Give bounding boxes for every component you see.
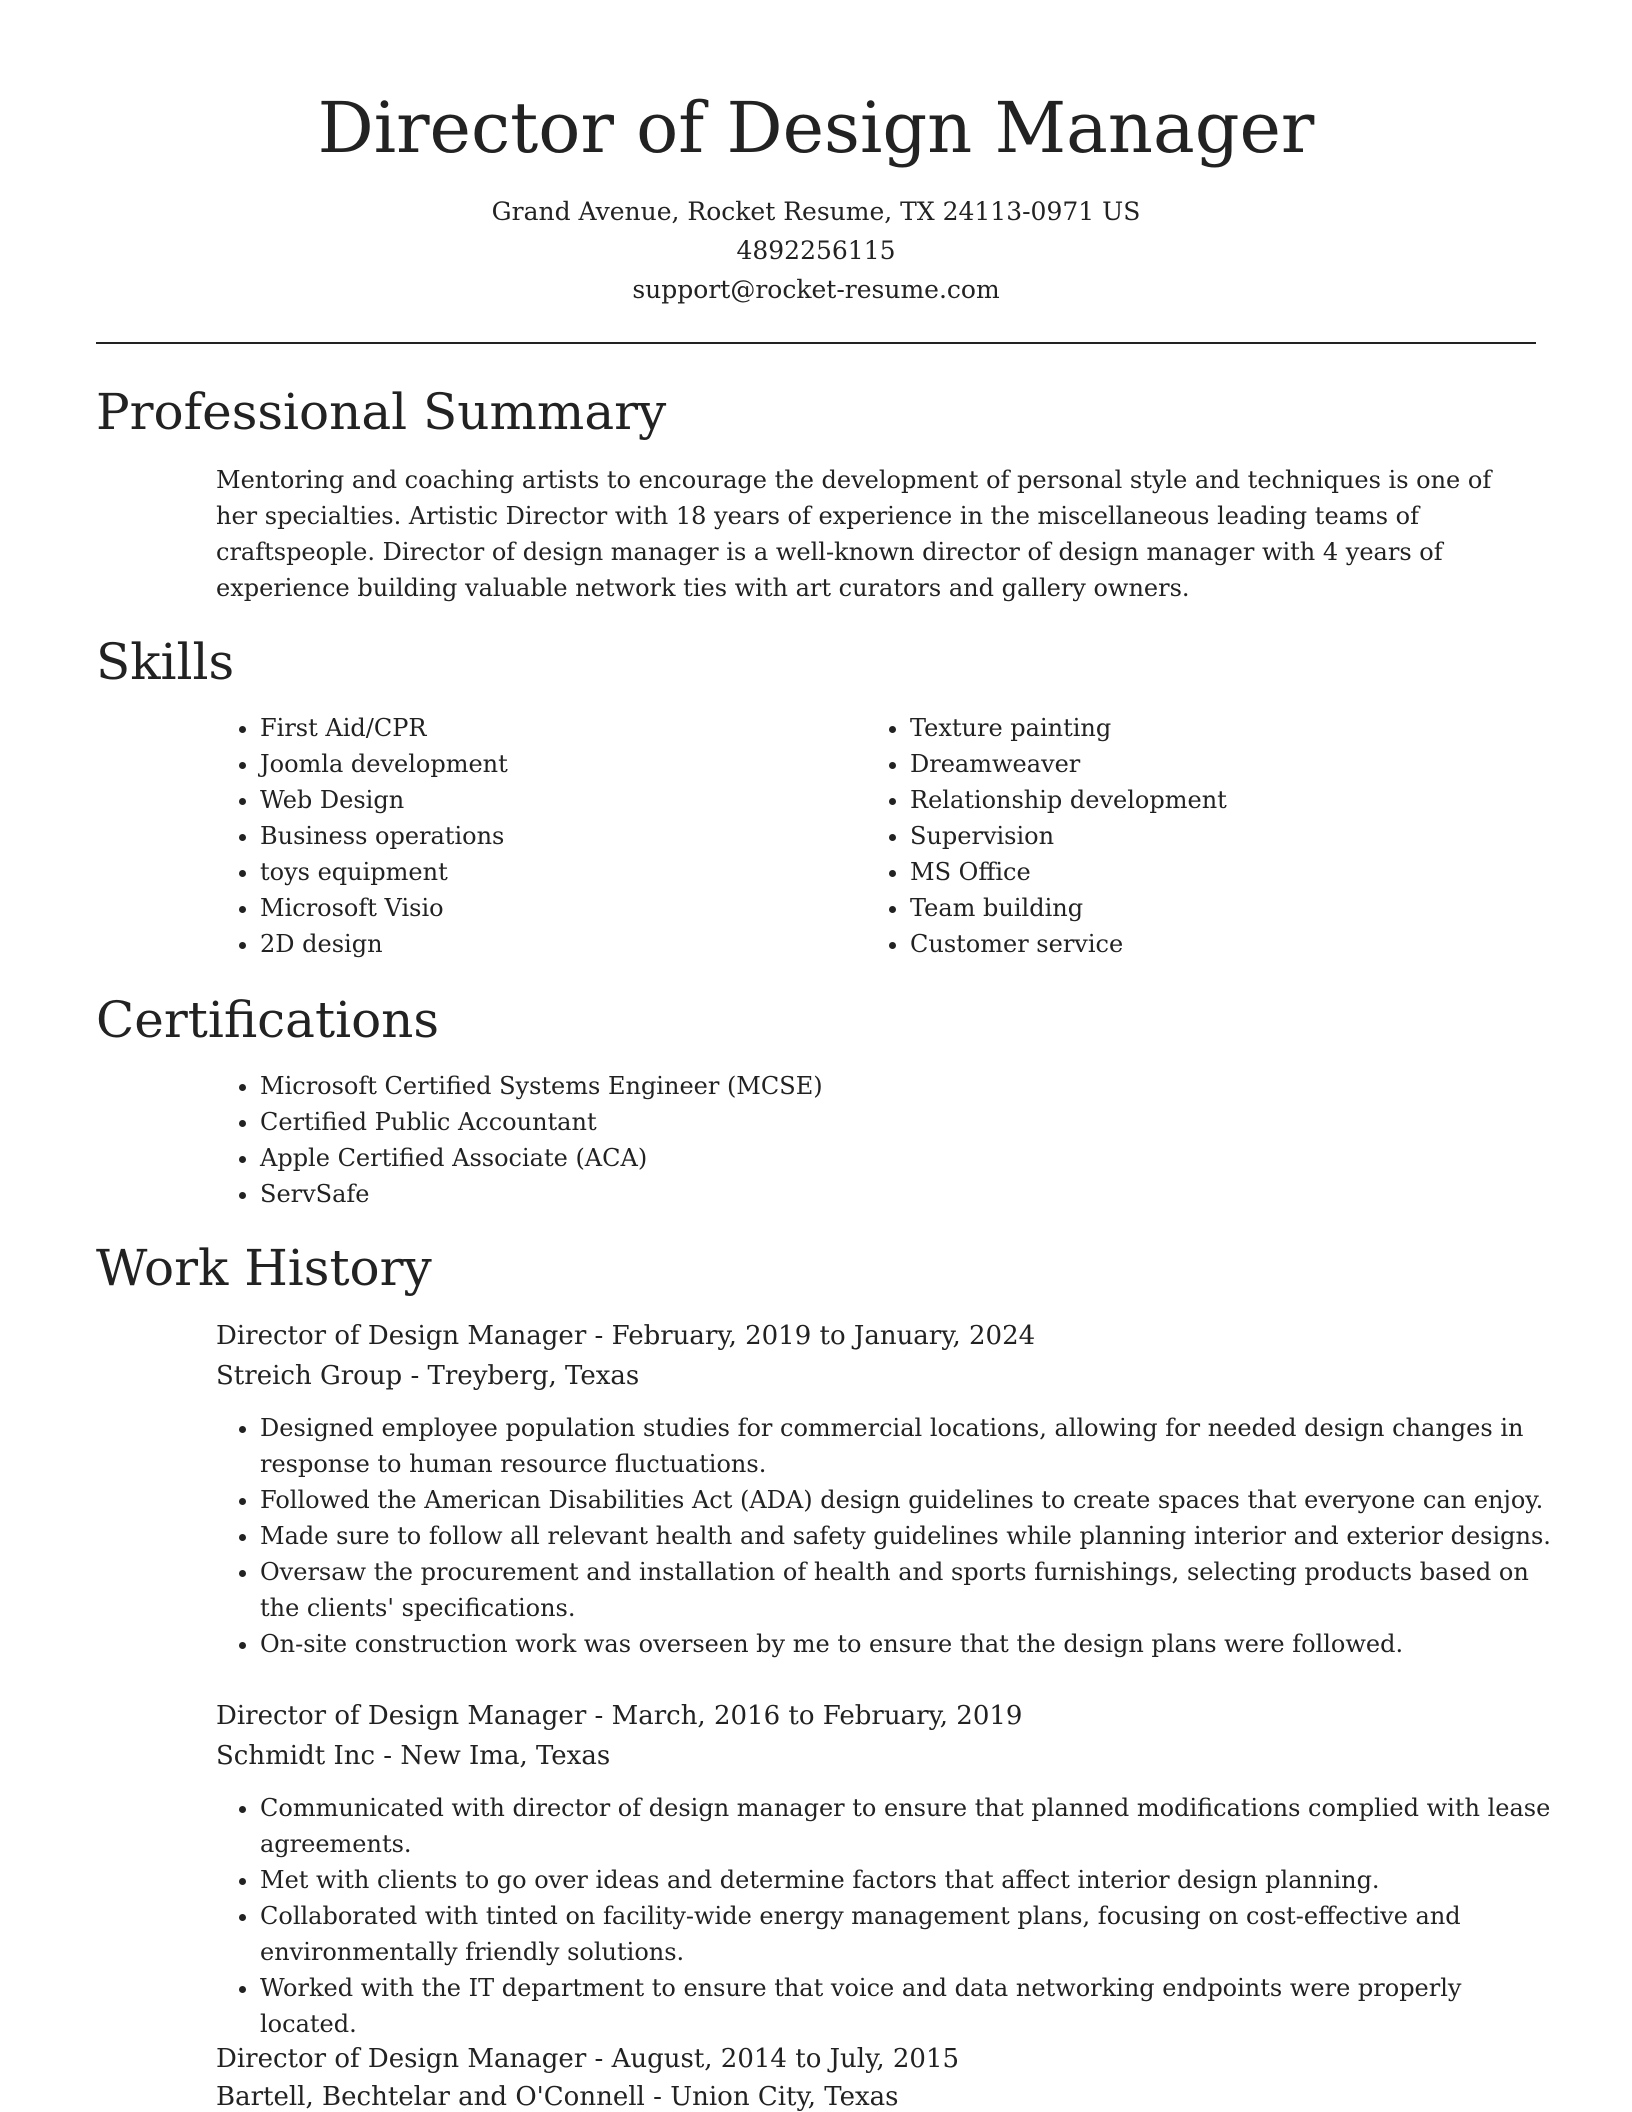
job-title: Director of Design Manager — [216, 1321, 587, 1351]
job-company: Schmidt Inc — [216, 1741, 376, 1771]
skill-item: • 2D design — [260, 926, 820, 962]
skill-item: • Relationship development — [910, 782, 1550, 818]
job-bullet: • Designed employee population studies for commercial locations, allowing for needed design changes in response to human resource fluctuations. — [260, 1410, 1560, 1482]
job-title: Director of Design Manager — [216, 1701, 587, 1731]
job-title-line: Director of Design Manager - February, 2019 to January, 2024 — [216, 1321, 1036, 1351]
job-bullet: • Communicated with director of design manager to ensure that planned modifications complied with lease agreements. — [260, 1790, 1560, 1862]
job-company-line: Bartell, Bechtelar and O'Connell - Union City, Texas — [216, 2082, 899, 2112]
skill-item: • Business operations — [260, 818, 820, 854]
resume-name: Director of Design Manager — [317, 87, 1315, 169]
skill-item: • First Aid/CPR — [260, 710, 820, 746]
job-dates: August, 2014 to July, 2015 — [611, 2044, 960, 2074]
skills-list-left — [216, 710, 820, 962]
job-location: Treyberg, Texas — [427, 1361, 640, 1391]
job-bullets — [216, 1410, 1560, 1662]
skill-item: • MS Office — [910, 854, 1550, 890]
job-bullet: • Made sure to follow all relevant health and safety guidelines while planning interior and exterior designs. — [260, 1518, 1560, 1554]
skill-item: • Texture painting — [910, 710, 1550, 746]
summary-text: Mentoring and coaching artists to encourage the development of personal style and techniques is one of her specialties. Artistic Director with 18 years of experience in the miscellaneous leading teams of craftspeople. Director of design manager is a well-known director of design manager with 4 years of experience building valuable network ties with art curators and gallery owners. — [216, 466, 1492, 602]
skill-item: • Customer service — [910, 926, 1550, 962]
certifications-heading: Certifications — [96, 991, 440, 1049]
certification-item: • Microsoft Certified Systems Engineer (MCSE) — [260, 1068, 1560, 1104]
job-company: Streich Group — [216, 1361, 403, 1391]
certifications-list — [216, 1068, 1560, 1212]
contact-address: Grand Avenue, Rocket Resume, TX 24113-0971 US — [491, 197, 1141, 226]
work-history-heading: Work History — [96, 1239, 432, 1297]
job-location: New Ima, Texas — [400, 1741, 611, 1771]
skill-item: • Dreamweaver — [910, 746, 1550, 782]
job-bullet: • Followed the American Disabilities Act (ADA) design guidelines to create spaces that everyone can enjoy. — [260, 1482, 1560, 1518]
skills-list-right — [866, 710, 1550, 962]
job-dates: February, 2019 to January, 2024 — [611, 1321, 1036, 1351]
skill-item: • Supervision — [910, 818, 1550, 854]
job-bullets — [216, 1790, 1560, 2042]
contact-email: support@rocket-resume.com — [632, 275, 1000, 304]
job-company-line: Schmidt Inc - New Ima, Texas — [216, 1741, 611, 1771]
job-company: Bartell, Bechtelar and O'Connell — [216, 2082, 645, 2112]
job-bullet: • Met with clients to go over ideas and determine factors that affect interior design planning. — [260, 1862, 1560, 1898]
skill-item: • Web Design — [260, 782, 820, 818]
contact-block — [0, 192, 1632, 309]
certification-item: • Apple Certified Associate (ACA) — [260, 1140, 1560, 1176]
job-bullet: • On-site construction work was overseen by me to ensure that the design plans were followed. — [260, 1626, 1560, 1662]
certification-item: • ServSafe — [260, 1176, 1560, 1212]
job-company-line: Streich Group - Treyberg, Texas — [216, 1361, 640, 1391]
header-divider — [96, 342, 1536, 344]
job-bullet: • Oversaw the procurement and installation of health and sports furnishings, selecting products based on the clients' specifications. — [260, 1554, 1560, 1626]
contact-phone: 4892256115 — [736, 236, 896, 265]
skill-item: • toys equipment — [260, 854, 820, 890]
certification-item: • Certified Public Accountant — [260, 1104, 1560, 1140]
summary-heading: Professional Summary — [96, 383, 667, 441]
job-title-line: Director of Design Manager - August, 2014 to July, 2015 — [216, 2044, 960, 2074]
job-bullet: • Collaborated with tinted on facility-wide energy management plans, focusing on cost-effective and environmentally friendly solutions. — [260, 1898, 1560, 1970]
skill-item: • Team building — [910, 890, 1550, 926]
job-location: Union City, Texas — [670, 2082, 899, 2112]
job-title: Director of Design Manager — [216, 2044, 587, 2074]
job-dates: March, 2016 to February, 2019 — [611, 1701, 1023, 1731]
skill-item: • Joomla development — [260, 746, 820, 782]
skills-heading: Skills — [96, 633, 235, 691]
job-bullet: • Worked with the IT department to ensure that voice and data networking endpoints were properly located. — [260, 1970, 1560, 2042]
skill-item: • Microsoft Visio — [260, 890, 820, 926]
job-title-line: Director of Design Manager - March, 2016 to February, 2019 — [216, 1701, 1023, 1731]
